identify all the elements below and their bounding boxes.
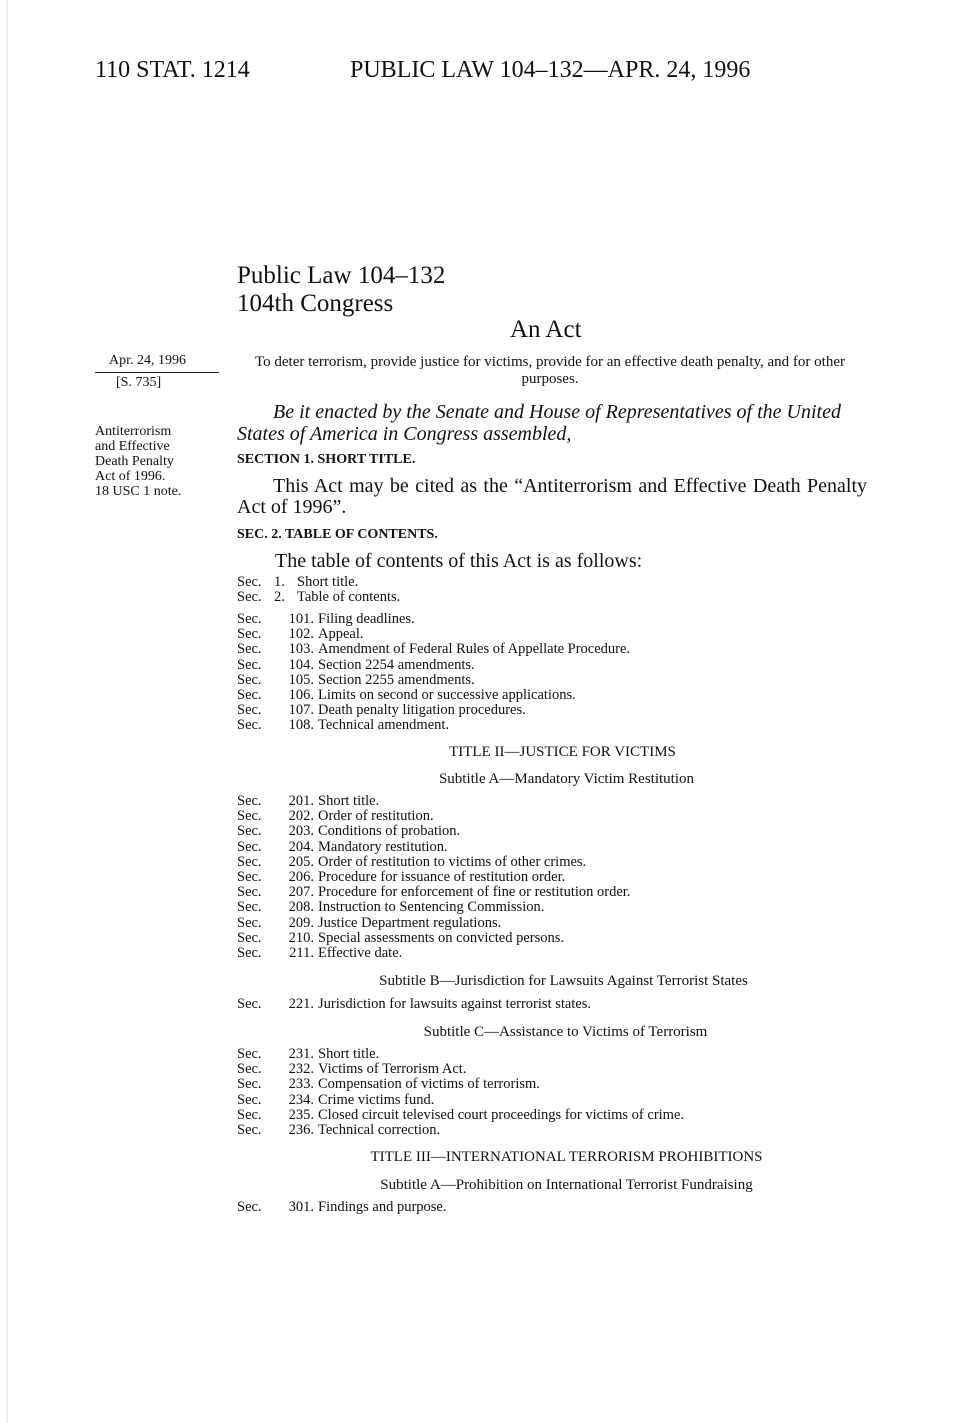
toc-entry-number: 207. <box>288 884 314 901</box>
toc-entry-number: 211. <box>289 944 314 961</box>
toc-title-3-subtitle-a-heading: Subtitle A—Prohibition on International Terrorist Fundraising <box>380 1177 753 1193</box>
toc-entry-number: 106. <box>288 686 314 703</box>
toc-entry-number: 235. <box>288 1106 314 1123</box>
toc-entry-number: 301. <box>288 1199 314 1215</box>
toc-entry-title: Appeal. <box>318 626 364 643</box>
toc-entry <box>237 718 630 729</box>
section-1-text: This Act may be cited as the “Antiterrorism and Effective Death Penalty Act of 1996”. <box>237 475 867 518</box>
toc-entry-number: 233. <box>288 1076 314 1093</box>
an-act-heading: An Act <box>510 316 582 343</box>
margin-divider <box>95 372 219 373</box>
toc-entry <box>237 946 630 961</box>
toc-entry <box>237 575 400 590</box>
toc-subtitle-b <box>237 997 591 1012</box>
section-2-heading: SEC. 2. TABLE OF CONTENTS. <box>237 527 438 542</box>
toc-entry-number: 202. <box>288 808 314 825</box>
toc-entry <box>237 931 630 946</box>
toc-entry-sec-label: Sec. <box>237 1091 262 1108</box>
toc-entry-title: Jurisdiction for lawsuits against terrorist states. <box>318 996 592 1012</box>
toc-entry-title: Compensation of victims of terrorism. <box>318 1076 540 1093</box>
toc-entry <box>237 642 630 657</box>
toc-entry-number: 210. <box>288 929 314 946</box>
toc-entry-number: 101. <box>288 611 314 627</box>
toc-entry <box>237 916 630 931</box>
toc-entry-number: 108. <box>288 718 314 730</box>
margin-bill-number: [S. 735] <box>116 375 162 390</box>
enacting-clause: Be it enacted by the Senate and House of Representatives of the United States of America in Congress assembled, <box>237 401 841 445</box>
toc-subtitle-b-heading: Subtitle B—Jurisdiction for Lawsuits Against Terrorist States <box>379 973 748 989</box>
toc-entry <box>237 840 630 855</box>
toc-entry <box>237 997 591 1012</box>
toc-entry-number: 221. <box>288 996 314 1012</box>
toc-entry <box>237 673 630 688</box>
margin-date: Apr. 24, 1996 <box>109 353 186 368</box>
toc-entry-number: 203. <box>288 823 314 840</box>
toc-entry <box>237 1200 446 1215</box>
toc-entry <box>237 900 630 915</box>
toc-entry-number: 206. <box>288 868 314 885</box>
toc-subtitle-c <box>237 1047 684 1138</box>
toc-entry-sec-label: Sec. <box>237 1076 262 1093</box>
toc-entry-title: Justice Department regulations. <box>318 914 502 931</box>
toc-entry-title: Conditions of probation. <box>318 823 461 840</box>
toc-entry-sec-label: Sec. <box>237 793 262 809</box>
toc-entry <box>237 1077 684 1092</box>
toc-entry-sec-label: Sec. <box>237 1121 262 1138</box>
toc-entry-sec-label: Sec. <box>237 899 262 916</box>
toc-title-2-heading: TITLE II—JUSTICE FOR VICTIMS <box>449 744 676 760</box>
toc-entry <box>237 1093 684 1108</box>
toc-entry-title: Short title. <box>297 574 359 590</box>
margin-note-line: Death Penalty <box>95 454 174 469</box>
toc-entry-title: Special assessments on convicted persons. <box>318 929 565 946</box>
toc-entry-title: Short title. <box>318 1046 380 1062</box>
toc-entry-sec-label: Sec. <box>237 1046 262 1062</box>
toc-entry-sec-label: Sec. <box>237 718 262 730</box>
toc-entry-number: 204. <box>288 838 314 855</box>
toc-entry-title: Order of restitution. <box>318 808 434 825</box>
toc-entry-number: 236. <box>288 1121 314 1138</box>
toc-entry <box>237 658 630 673</box>
toc-entry-sec-label: Sec. <box>237 914 262 931</box>
toc-entry-number: 209. <box>288 914 314 931</box>
toc-entry-sec-label: Sec. <box>237 1199 262 1215</box>
toc-entry <box>237 870 630 885</box>
toc-title-1 <box>237 612 630 729</box>
toc-entry-sec-label: Sec. <box>237 996 262 1012</box>
toc-entry-sec-label: Sec. <box>237 611 262 627</box>
toc-entry <box>237 855 630 870</box>
congress-number: 104th Congress <box>237 290 394 317</box>
toc-entry-title: Instruction to Sentencing Commission. <box>318 899 545 916</box>
toc-entry <box>237 794 630 809</box>
toc-entry-number: 103. <box>288 641 314 658</box>
toc-entry-sec-label: Sec. <box>237 853 262 870</box>
toc-subtitle-a-heading: Subtitle A—Mandatory Victim Restitution <box>438 771 695 787</box>
margin-note-line: Antiterrorism <box>95 424 172 439</box>
toc-entry-number: 1. <box>274 574 285 590</box>
toc-entry-sec-label: Sec. <box>237 868 262 885</box>
toc-entry-sec-label: Sec. <box>237 838 262 855</box>
toc-entry-number: 2. <box>274 589 285 606</box>
toc-entry-number: 232. <box>288 1061 314 1078</box>
toc-entry-sec-label: Sec. <box>237 944 262 961</box>
toc-title-3-subtitle-a <box>237 1200 446 1215</box>
toc-entry-sec-label: Sec. <box>237 589 262 606</box>
toc-entry-title: Closed circuit televised court proceedings for victims of crime. <box>318 1106 685 1123</box>
margin-note-line: Act of 1996. <box>95 469 166 484</box>
toc-entry-sec-label: Sec. <box>237 641 262 658</box>
toc-entry-title: Findings and purpose. <box>318 1199 447 1215</box>
stat-reference: 110 STAT. 1214 <box>95 57 250 83</box>
margin-note <box>95 424 181 499</box>
toc-subtitle-a <box>237 794 630 961</box>
section-1-heading: SECTION 1. SHORT TITLE. <box>237 452 416 467</box>
toc-entry <box>237 1047 684 1062</box>
toc-entry-title: Procedure for issuance of restitution order. <box>318 868 566 885</box>
toc-entry <box>237 1123 684 1138</box>
toc-entry <box>237 824 630 839</box>
toc-entry-sec-label: Sec. <box>237 929 262 946</box>
toc-title-3-heading: TITLE III—INTERNATIONAL TERRORISM PROHIBITIONS <box>370 1149 763 1165</box>
toc-entry-title: Technical correction. <box>318 1121 441 1138</box>
margin-note-line: and Effective <box>95 439 170 454</box>
toc-entry-sec-label: Sec. <box>237 1106 262 1123</box>
toc-entry <box>237 703 630 718</box>
toc-entry <box>237 590 400 605</box>
running-head: PUBLIC LAW 104–132—APR. 24, 1996 <box>350 57 751 83</box>
toc-entry-title: Victims of Terrorism Act. <box>318 1061 467 1078</box>
toc-general <box>237 575 400 605</box>
toc-entry <box>237 612 630 627</box>
toc-entry-title: Filing deadlines. <box>318 611 415 627</box>
purpose-statement: To deter terrorism, provide justice for victims, provide for an effective death penalty, and for other purposes. <box>255 354 845 387</box>
toc-entry-number: 234. <box>288 1091 314 1108</box>
toc-entry-sec-label: Sec. <box>237 574 262 590</box>
toc-entry-title: Technical amendment. <box>318 718 450 730</box>
toc-entry <box>237 1062 684 1077</box>
toc-entry-title: Order of restitution to victims of other crimes. <box>318 853 587 870</box>
toc-entry-number: 102. <box>288 626 314 643</box>
toc-entry-title: Section 2255 amendments. <box>318 671 475 688</box>
toc-entry-sec-label: Sec. <box>237 686 262 703</box>
toc-entry-sec-label: Sec. <box>237 884 262 901</box>
toc-entry-number: 201. <box>288 793 314 809</box>
toc-entry <box>237 688 630 703</box>
toc-entry-number: 231. <box>288 1046 314 1062</box>
toc-entry-title: Crime victims fund. <box>318 1091 435 1108</box>
toc-entry-sec-label: Sec. <box>237 1061 262 1078</box>
toc-entry-title: Limits on second or successive applications. <box>318 686 576 703</box>
toc-entry-sec-label: Sec. <box>237 702 262 719</box>
toc-entry <box>237 627 630 642</box>
toc-entry-sec-label: Sec. <box>237 671 262 688</box>
toc-entry-title: Table of contents. <box>297 589 401 606</box>
toc-entry-title: Death penalty litigation procedures. <box>318 702 526 719</box>
toc-entry-number: 208. <box>288 899 314 916</box>
toc-entry <box>237 809 630 824</box>
toc-subtitle-c-heading: Subtitle C—Assistance to Victims of Terrorism <box>423 1024 708 1040</box>
scan-edge <box>6 0 8 1423</box>
toc-entry-title: Amendment of Federal Rules of Appellate Procedure. <box>318 641 631 658</box>
toc-entry-title: Effective date. <box>318 944 403 961</box>
toc-entry-title: Mandatory restitution. <box>318 838 448 855</box>
toc-entry-title: Short title. <box>318 793 380 809</box>
public-law-number: Public Law 104–132 <box>237 262 446 289</box>
toc-entry-title: Section 2254 amendments. <box>318 656 475 673</box>
toc-entry-number: 205. <box>288 853 314 870</box>
toc-entry-sec-label: Sec. <box>237 808 262 825</box>
toc-entry-sec-label: Sec. <box>237 656 262 673</box>
toc-entry-sec-label: Sec. <box>237 626 262 643</box>
toc-entry <box>237 1108 684 1123</box>
margin-note-line: 18 USC 1 note. <box>95 484 182 499</box>
toc-entry <box>237 885 630 900</box>
toc-entry-number: 105. <box>288 671 314 688</box>
toc-entry-sec-label: Sec. <box>237 823 262 840</box>
toc-entry-title: Procedure for enforcement of fine or restitution order. <box>318 884 631 901</box>
toc-intro: The table of contents of this Act is as follows: <box>275 550 643 572</box>
toc-entry-number: 104. <box>288 656 314 673</box>
toc-entry-number: 107. <box>288 702 314 719</box>
